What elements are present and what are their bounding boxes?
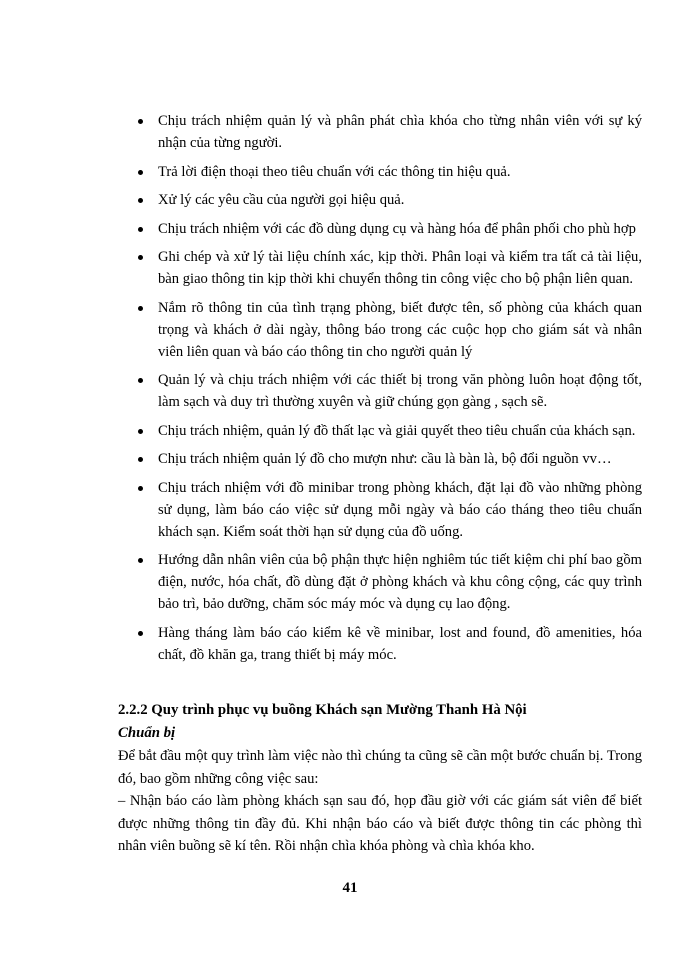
- list-item: [158, 218, 642, 240]
- bullet-icon: [138, 558, 143, 563]
- list-item-text: Ghi chép và xử lý tài liệu chính xác, kịp thời. Phân loại và kiểm tra tất cả tài liệu, bàn giao thông tin kịp thời khi chuyển thông tin công việc cho bộ phận liên quan.: [158, 249, 642, 287]
- list-item-text: Quản lý và chịu trách nhiệm với các thiết bị trong văn phòng luôn hoạt động tốt, làm sạch và duy trì thường xuyên và giữ chúng gọn gàng , sạch sẽ.: [158, 372, 642, 410]
- list-item-text: Chịu trách nhiệm quản lý và phân phát chìa khóa cho từng nhân viên với sự ký nhận của từng người.: [158, 113, 642, 151]
- list-item: [158, 448, 642, 470]
- bullet-icon: [138, 429, 143, 434]
- bullet-icon: [138, 170, 143, 175]
- list-item: [158, 246, 642, 290]
- paragraph: Để bắt đầu một quy trình làm việc nào thì chúng ta cũng sẽ cần một bước chuẩn bị. Trong đó, bao gồm những công việc sau:: [118, 748, 642, 787]
- section-heading: 2.2.2 Quy trình phục vụ buồng Khách sạn Mường Thanh Hà Nội: [118, 702, 527, 718]
- list-item-text: Trả lời điện thoại theo tiêu chuẩn với các thông tin hiệu quả.: [158, 163, 511, 180]
- list-item-text: Chịu trách nhiệm quản lý đồ cho mượn như: cầu là bàn là, bộ đổi nguồn vv…: [158, 451, 612, 467]
- page-number: 41: [342, 880, 358, 896]
- list-item: [158, 297, 642, 363]
- list-item: [158, 477, 642, 543]
- paragraph: – Nhận báo cáo làm phòng khách sạn sau đó, họp đầu giờ với các giám sát viên để biết được những thông tin đầy đủ. Khi nhận báo cáo và biết được thông tin các phòng thì nhân viên buồng sẽ kí tên. Rồi nhận chìa khóa phòng và chìa khóa kho.: [118, 793, 642, 854]
- bullet-icon: [138, 119, 143, 124]
- bullet-icon: [138, 306, 143, 311]
- list-item: [158, 622, 642, 666]
- list-item-text: Hàng tháng làm báo cáo kiểm kê về minibar, lost and found, đồ amenities, hóa chất, đồ khăn ga, trang thiết bị máy móc.: [158, 624, 642, 663]
- bullet-icon: [138, 378, 143, 383]
- bullet-icon: [138, 631, 143, 636]
- list-item: [158, 549, 642, 615]
- list-item: [158, 189, 642, 211]
- list-item-text: Nắm rõ thông tin của tình trạng phòng, biết được tên, số phòng của khách quan trọng và khách ở dài ngày, thông báo trong các cuộc họp cho giám sát và nhân viên liên quan và báo cáo thông tin cho người quản lý: [158, 299, 642, 360]
- list-item: [158, 369, 642, 413]
- bullet-icon: [138, 486, 143, 491]
- list-item: [158, 161, 642, 183]
- section-body: [118, 699, 642, 858]
- list-item-text: Hướng dẫn nhân viên của bộ phận thực hiện nghiêm túc tiết kiệm chi phí bao gồm điện, nước, hóa chất, đồ dùng đặt ở phòng khách và khu công cộng, các quy trình bảo trì, bảo dưỡng, chăm sóc máy móc và dụng cụ lao động.: [158, 552, 642, 612]
- list-item: [158, 110, 642, 154]
- bullet-icon: [138, 198, 143, 203]
- bullet-icon: [138, 457, 143, 462]
- subheading: Chuẩn bị: [118, 725, 176, 741]
- list-item-text: Chịu trách nhiệm, quản lý đồ thất lạc và giải quyết theo tiêu chuẩn của khách sạn.: [158, 422, 636, 439]
- list-item-text: Chịu trách nhiệm với đồ minibar trong phòng khách, đặt lại đồ vào những phòng sử dụng, làm báo cáo việc sử dụng mỗi ngày và báo cáo tháng theo tiêu chuẩn khách sạn. Kiểm soát thời hạn sử dụng của đồ uống.: [158, 479, 642, 540]
- list-item: [158, 420, 642, 442]
- responsibilities-list: [158, 110, 642, 672]
- bullet-icon: [138, 255, 143, 260]
- list-item-text: Xử lý các yêu cầu của người gọi hiệu quả.: [158, 192, 405, 208]
- bullet-icon: [138, 227, 143, 232]
- list-item-text: Chịu trách nhiệm với các đồ dùng dụng cụ và hàng hóa để phân phối cho phù hợp: [158, 220, 636, 237]
